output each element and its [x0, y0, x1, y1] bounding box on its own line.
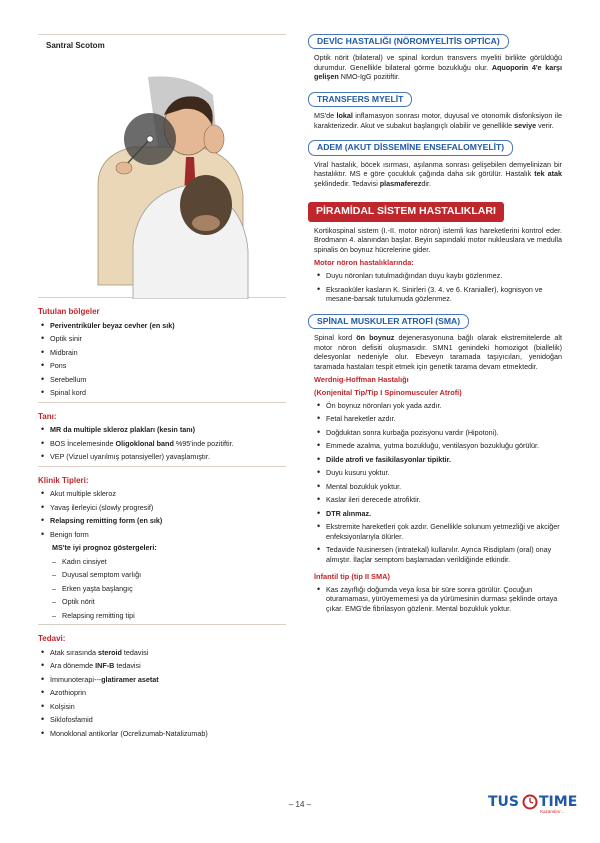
prognoz-heading: MS'te iyi prognoz göstergeleri: [52, 543, 157, 553]
list-item: • Serebellum [38, 375, 286, 385]
transfers-heading: TRANSFERS MYELİT [308, 92, 412, 107]
figure-title: Santral Scotom [46, 41, 105, 50]
list-item: • Spinal kord [38, 388, 286, 398]
list-item: – Erken yaşta başlangıç [52, 584, 286, 594]
right-column [308, 34, 566, 623]
divider [38, 402, 286, 403]
list-item: • Kolşisin [38, 702, 286, 712]
list-item: • Azothioprin [38, 688, 286, 698]
list-item: • Kaslar ileri derecede atrofiktir. [314, 495, 566, 505]
list-item: • Periventriküler beyaz cevher (en sık) [38, 321, 286, 331]
list-item: • Ekstremite hareketleri çok azdır. Genellikle solunum yetmezliği ve akciğer enfeksiyonlarıyla ölürler. [314, 522, 566, 541]
list-item: • İmmunoterapi---glatiramer asetat [38, 675, 286, 685]
sma-section [308, 314, 566, 614]
infantil-title: İnfantil tip (tip II SMA) [314, 572, 390, 582]
tani-section [38, 412, 286, 467]
transfers-text: MS'de lokal inflamasyon sonrası motor, duyusal ve otonomik disfonksiyon ile karakterizedir. Akut ve subakut başlangıçlı olabilir ve genellikle seviye verir. [314, 111, 562, 130]
list-item: • BOS İncelemesinde Oligoklonal band %95'inde pozitiftir. [38, 439, 286, 449]
sma-heading: SPİNAL MUSKULER ATROFİ (SMA) [308, 314, 469, 329]
figure-box [38, 34, 286, 298]
left-column [38, 34, 286, 742]
piramidal-section [308, 202, 566, 304]
list-item: – Kadın cinsiyet [52, 557, 286, 567]
transfers-section [308, 92, 566, 130]
list-item: • Duyu nöronları tutulmadığından duyu kaybı gözlenmez. [314, 271, 566, 281]
list-item: • Duyu kusuru yoktur. [314, 468, 566, 478]
list-item: • Siklofosfamid [38, 715, 286, 725]
list-item: • Mental bozukluk yoktur. [314, 482, 566, 492]
werdnig-title: Werdnig-Hoffman Hastalığı [314, 375, 409, 384]
devic-section [308, 34, 566, 82]
list-item: • Yavaş ilerleyici (slowly progresif) [38, 503, 286, 513]
list-item: • Akut multiple skleroz [38, 489, 286, 499]
list-item: • Tedavide Nusinersen (intratekal) kullanılır. Ayrıca Risdiplam (oral) onay almıştır. İlaçlar semptom başlamadan verildiğinde etkindir. [314, 545, 566, 564]
list-item: • MR da multiple skleroz plakları (kesin tanı) [38, 425, 286, 435]
devic-heading: DEVİC HASTALIĞI (NÖROMYELİTİS OPTİCA) [308, 34, 509, 49]
logo-right-text: TIME [539, 794, 578, 810]
devic-text: Optik nörit (bilateral) ve spinal kordun transvers myeliti birlikte görüldüğü durumdur. Genellikle bilateral görme bozukluğu olur. Aquoporin 4'e karşı gelişen NMO-IgG pozitiftir. [314, 53, 562, 82]
clock-icon [522, 794, 538, 810]
logo-tagline: Kazandırır... [540, 809, 565, 814]
werdnig-subtitle: (Konjenital Tip/Tip I Spinomusculer Atrofi) [314, 387, 462, 397]
list-item: • Benign form [38, 530, 286, 540]
tedavi-section [38, 634, 286, 738]
list-item: • Pons [38, 361, 286, 371]
motor-noron-heading: Motor nöron hastalıklarında: [314, 258, 414, 268]
tedavi-heading: Tedavi: [38, 634, 66, 644]
tutulan-heading: Tutulan bölgeler [38, 307, 100, 316]
klinik-section [38, 476, 286, 626]
adem-text: Viral hastalık, böcek ısırması, aşılanma sonrası gelişebilen demyelinizan bir hastalıktır. MS e göre çocukluk çağında daha sık görülür. Hastalık tek atak şeklindedir. Tedavisi plasmaferezdir. [314, 159, 562, 188]
divider [38, 466, 286, 467]
list-item: • Monoklonal antikorlar (Ocrelizumab-Natalizumab) [38, 729, 286, 739]
list-item: • Midbrain [38, 348, 286, 358]
page-number: – 14 – [288, 800, 312, 809]
list-item: • Dilde atrofi ve fasikilasyonlar tipiktir. [314, 455, 566, 465]
list-item: • Eksraoküler kasların K. Sinirleri (3. 4. ve 6. Kranialler), kognisyon ve mesane-barsak tutulumuda gözlenmez. [314, 285, 566, 304]
list-item: – Optik nörit [52, 597, 286, 607]
list-item: • Atak sırasında steroid tedavisi [38, 648, 286, 658]
sma-text: Spinal kord ön boynuz dejenerasyonuna bağlı olarak ekstremitelerde alt motor nöron defisiti oluşmasıdır. SMN1 genindeki homozigot (biallelik) delesyonlar nedeniyle olur. Ebeveyn taramada taşıyıcıları, yenidoğan taramada hastaları tespit etmek için genetik tarama devam etmektedir. [314, 333, 562, 371]
adem-heading: ADEM (AKUT DİSSEMİNE ENSEFALOMYELİT) [308, 140, 513, 155]
list-item: – Relapsing remitting tipi [52, 611, 286, 621]
list-item: • Relapsing remitting form (en sık) [38, 516, 286, 526]
list-item: • Ara dönemde INF-B tedavisi [38, 661, 286, 671]
list-item: • Fetal hareketler azdır. [314, 414, 566, 424]
divider [38, 624, 286, 625]
list-item: • VEP (Vizuel uyarılmış potansiyeller) yavaşlamıştır. [38, 452, 286, 462]
list-item: • Doğduktan sonra kurbağa pozisyonu vardır (Hipotoni). [314, 428, 566, 438]
list-item: • Optik sinir [38, 334, 286, 344]
list-item: – Duyusal semptom varlığı [52, 570, 286, 580]
piramidal-text: Kortikospinal sistem (I.-II. motor nöron) istemli kas hareketlerini kontrol eder. Brodmann 4. alanından başlar. Beyin sapındaki motor nukleuslara ve medulla spinalis ön boynuz hücrelerine gider. [314, 225, 562, 254]
list-item: • Ön boynuz nöronları yok yada azdır. [314, 401, 566, 411]
logo-left-text: TUS [488, 794, 520, 810]
central-scotoma-illustration [38, 35, 286, 299]
piramidal-heading: PİRAMİDAL SİSTEM HASTALIKLARI [308, 202, 504, 222]
tani-heading: Tanı: [38, 411, 57, 421]
list-item: • Emmede azalma, yutma bozukluğu, ventilasyon bozukluğu görülür. [314, 441, 566, 451]
tutulan-section [38, 307, 286, 403]
list-item: • Kas zayıflığı doğumda veya kısa bir süre sonra görülür. Çocuğun oturamaması, yürüyememesi ya da yürümesinin durması şeklinde ortaya çıkar. EMG'de fibrilasyon gözlenir. Mental bozukluk yoktur. [314, 585, 566, 614]
list-item: • DTR alınmaz. [314, 509, 566, 519]
adem-section [308, 140, 566, 188]
klinik-heading: Klinik Tipleri: [38, 475, 89, 485]
tustime-logo [488, 793, 578, 819]
